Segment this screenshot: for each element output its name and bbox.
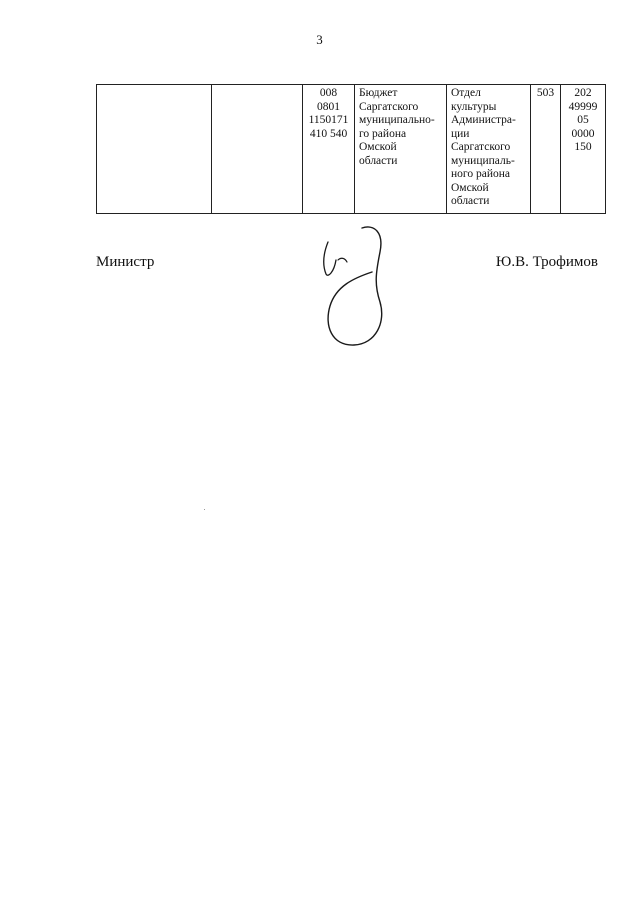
- admin-line: Саргатского: [451, 141, 511, 153]
- position-title: Министр: [96, 254, 155, 270]
- table-row: [97, 85, 606, 214]
- code-line: 410 540: [309, 127, 348, 140]
- table-cell-number: 503: [531, 85, 561, 214]
- budget-line: Омской: [359, 141, 397, 153]
- table-cell-empty-2: [212, 85, 303, 214]
- budget-line: муниципально-: [359, 114, 435, 126]
- admin-line: Администра-: [451, 114, 516, 126]
- admin-line: ции: [451, 127, 470, 140]
- admin-line: муниципаль-: [451, 154, 515, 167]
- code-line: 008: [319, 87, 338, 99]
- code-line: 1150171: [308, 114, 349, 126]
- budget-line: Бюджет: [359, 87, 398, 99]
- admin-line: области: [451, 195, 490, 207]
- signer-name: Ю.В. Трофимов: [495, 254, 598, 270]
- budget-line: Саргатского: [359, 100, 419, 113]
- scan-speck: [204, 509, 205, 510]
- table-cell-budget: [355, 85, 447, 214]
- admin-line: Омской: [451, 181, 489, 194]
- kbk-line: 0000: [571, 127, 595, 140]
- code-line: 0801: [317, 100, 340, 113]
- budget-line: области: [359, 154, 398, 167]
- kbk-line: 49999: [568, 100, 598, 113]
- kbk-line: 05: [577, 114, 589, 126]
- budget-line: го района: [359, 127, 407, 140]
- handwritten-signature: [314, 222, 394, 348]
- kbk-line: 202: [574, 87, 592, 99]
- table-cell-administrator: [447, 85, 531, 214]
- table-cell-empty-1: [97, 85, 212, 214]
- kbk-line: 150: [574, 141, 592, 153]
- allocation-table: [96, 84, 606, 214]
- admin-line: Отдел: [451, 87, 481, 99]
- table-cell-code: [303, 85, 355, 214]
- table-cell-kbk: [561, 85, 606, 214]
- admin-line: ного района: [451, 168, 510, 180]
- page-number: 3: [316, 32, 323, 47]
- admin-line: культуры: [451, 100, 497, 113]
